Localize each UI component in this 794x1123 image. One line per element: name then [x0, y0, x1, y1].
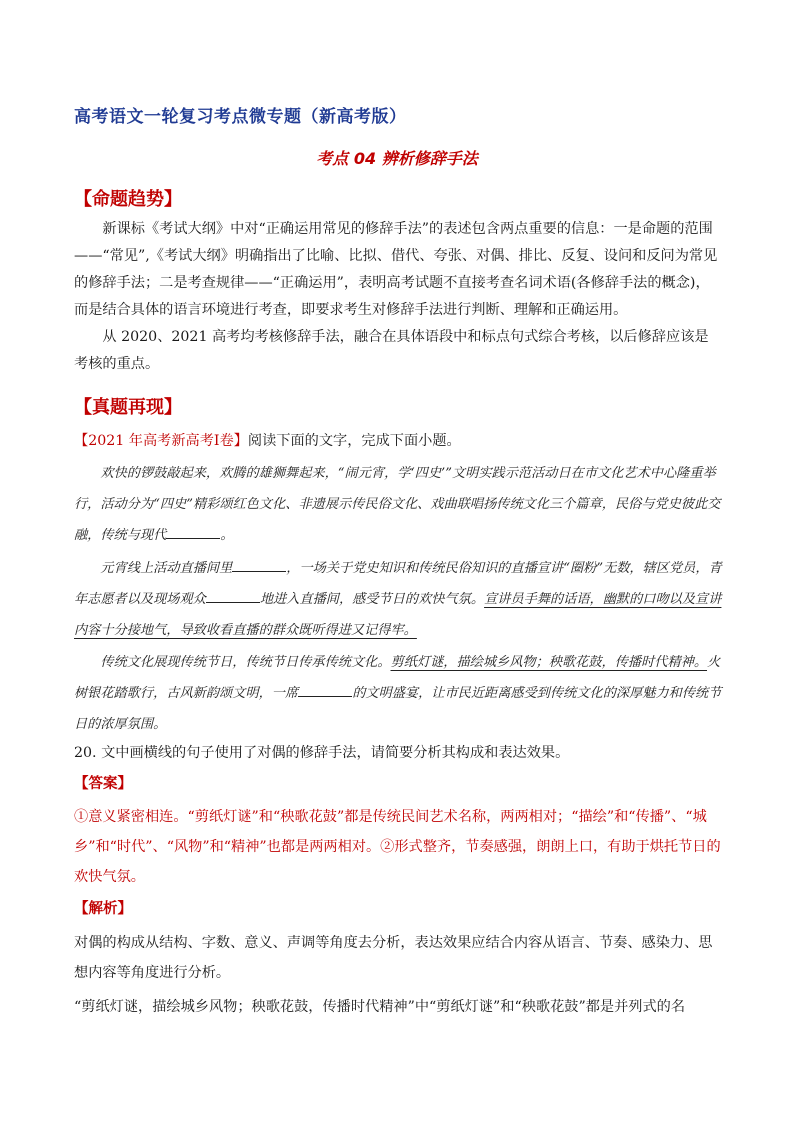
blank-2	[232, 559, 286, 572]
real-heading: 【真题再现】	[74, 397, 182, 418]
passage-1-text-a: 欢快的锣鼓敲起来，欢腾的雄狮舞起来，“闹元宵，学‘四史’”文明实践示范活动日在市文化艺术中心隆重举行，活动分为“四史”精彩颂红色文化、非遗展示传民俗文化、戏曲联唱扬传统文化三个篇章，民俗与党史彼此交融，传统与现代	[74, 466, 721, 543]
passage-1-text-b: 。	[220, 528, 234, 543]
passage-paragraph-1	[74, 458, 722, 551]
series-title: 高考语文一轮复习考点微专题（新高考版）	[74, 107, 407, 127]
passage-3-text-b: 火树银花踏歌行，古风新韵颂文明，一席	[74, 655, 721, 701]
passage-3-text-c: 的文明盛宴，让市民近距离感受到传统文化的深厚魅力和传统节日的浓厚氛围。	[74, 686, 722, 732]
answer-text: ①意义紧密相连。“剪纸灯谜”和“秧歌花鼓”都是传统民间艺术名称，两两相对；“描绘”和“传播”、“城乡”和“时代”、“风物”和“精神”也都是两两相对。②形式整齐，节奏感强，朗朗上口，有助于烘托节日的欢快气氛。	[74, 809, 721, 885]
passage-2-text-c: 地进入直播间，感受节日的欢快气氛。	[259, 592, 485, 607]
passage-3-text-a: 传统文化展现传统节日，传统节日传承传统文化。	[100, 655, 391, 670]
passage-2-text-b: ，一场关于党史知识和传统民俗知识的直播宣讲“圈粉”无数，辖区党员，青年志愿者以及现场观众	[74, 561, 722, 607]
analysis-paragraph-2: “剪纸灯谜，描绘城乡风物；秧歌花鼓，传播时代精神”中“剪纸灯谜”和“秧歌花鼓”都是并列式的名	[74, 999, 686, 1015]
blank-4	[298, 684, 352, 697]
trend-paragraph-1: 新课标《考试大纲》中对“正确运用常见的修辞手法”的表述包含两点重要的信息：一是命题的范围——“常见”,《考试大纲》明确指出了比喻、比拟、借代、夸张、对偶、排比、反复、设问和反问为常见的修辞手法；二是考查规律——“正确运用”，表明高考试题不直接考查名词术语(各修辞手法的概念)，而是结合具体的语言环境进行考查，即要求考生对修辞手法进行判断、理解和正确运用。	[74, 221, 718, 318]
passage-paragraph-2	[74, 553, 722, 646]
passage-2-text-a: 元宵线上活动直播间里	[100, 561, 233, 576]
exam-instruction: 阅读下面的文字，完成下面小题。	[247, 433, 461, 449]
passage-3-underlined: 剪纸灯谜，描绘城乡风物；秧歌花鼓，传播时代精神。	[390, 655, 708, 670]
trend-heading: 【命题趋势】	[74, 189, 182, 210]
passage-paragraph-3	[74, 647, 722, 740]
exam-source-line	[74, 428, 722, 455]
analysis-paragraph-1: 对偶的构成从结构、字数、意义、声调等角度去分析，表达效果应结合内容从语言、节奏、感染力、思想内容等角度进行分析。	[74, 935, 713, 981]
question-20: 20. 文中画横线的句子使用了对偶的修辞手法，请简要分析其构成和表达效果。	[74, 745, 570, 761]
blank-3	[206, 590, 260, 603]
trend-paragraph-2: 从 2020、2021 高考均考核修辞手法，融合在具体语段中和标点句式综合考核，以后修辞应该是考核的重点。	[74, 329, 709, 372]
answer-label: 【答案】	[74, 776, 132, 792]
topic-title: 考点 04 辨析修辞手法	[316, 149, 478, 168]
passage-2-underlined: 宣讲员手舞的话语，幽默的口吻以及宣讲内容十分接地气，导致收看直播的群众既听得进又记得牢。	[74, 592, 722, 638]
analysis-label: 【解析】	[74, 901, 132, 917]
exam-source: 【2021 年高考新高考Ⅰ卷】	[74, 433, 248, 449]
blank-1	[166, 526, 220, 539]
